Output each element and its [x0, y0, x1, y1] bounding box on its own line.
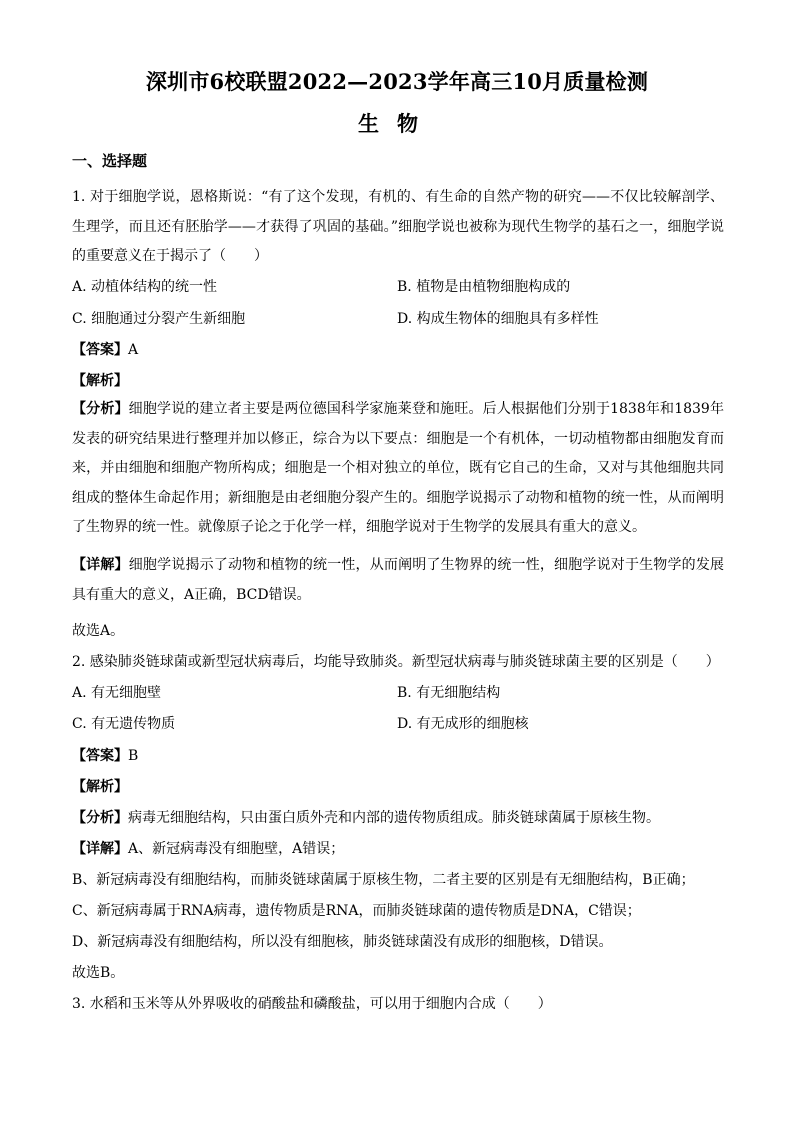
- answer-tag: 【答案】: [72, 342, 128, 358]
- q3-stem: 3. 水稻和玉米等从外界吸收的硝酸盐和磷酸盐，可以用于细胞内合成（ ）: [72, 996, 552, 1012]
- q1-option-a: A. 动植体结构的统一性: [72, 279, 218, 295]
- answer-value: A: [128, 342, 139, 358]
- q1-option-b: B. 植物是由植物细胞构成的: [397, 279, 571, 295]
- analysis-tag: 【分析】: [72, 810, 128, 826]
- q2-conclusion: 故选B。: [72, 965, 125, 981]
- q2-option-c: C. 有无遗传物质: [72, 716, 176, 732]
- detail-text: A、新冠病毒没有细胞壁，A错误；: [128, 841, 345, 857]
- q2-detail-a: [72, 838, 344, 858]
- q1-conclusion: 故选A。: [72, 623, 125, 639]
- q2-detail-d: D、新冠病毒没有细胞结构，所以没有细胞核，肺炎链球菌没有成形的细胞核，D错误。: [72, 934, 613, 950]
- document-subject: 生物: [358, 111, 436, 136]
- section-heading: 一、选择题: [72, 152, 148, 170]
- document-title: 深圳市6校联盟2022—2023学年高三10月质量检测: [145, 69, 649, 94]
- answer-value: B: [128, 748, 139, 764]
- q2-jiexi-tag: 【解析】: [72, 779, 128, 795]
- analysis-text: 细胞学说的建立者主要是两位德国科学家施莱登和施旺。后人根据他们分别于1838年和1839年发表的研究结果进行整理并加以修正，综合为以下要点：细胞是一个有机体，一切动植物都由细胞发育而来，并由细胞和细胞产物所构成；细胞是一个相对独立的单位，既有它自己的生命，又对与其他细胞共同组成的整体生命起作用；新细胞是由老细胞分裂产生的。细胞学说揭示了动物和植物的统一性，从而阐明了生物界的统一性。就像原子论之于化学一样，细胞学说对于生物学的发展具有重大的意义。: [72, 401, 725, 536]
- q1-stem: 1. 对于细胞学说，恩格斯说：“有了这个发现，有机的、有生命的自然产物的研究——不仅比较解剖学、生理学，而且还有胚胎学——才获得了巩固的基础。”细胞学说也被称为现代生物学的基石之一，细胞学说的重要意义在于揭示了（ ）: [72, 189, 724, 265]
- analysis-text: 病毒无细胞结构，只由蛋白质外壳和内部的遗传物质组成。肺炎链球菌属于原核生物。: [128, 810, 660, 826]
- analysis-tag: 【分析】: [72, 401, 129, 417]
- q2-detail-b: B、新冠病毒没有细胞结构，而肺炎链球菌属于原核生物，二者主要的区别是有无细胞结构，B正确；: [72, 872, 695, 888]
- detail-tag: 【详解】: [72, 557, 129, 573]
- q1-option-c: C. 细胞通过分裂产生新细胞: [72, 311, 246, 327]
- q2-stem: 2. 感染肺炎链球菌或新型冠状病毒后，均能导致肺炎。新型冠状病毒与肺炎链球菌主要的区别是（ ）: [72, 654, 720, 670]
- q2-option-a: A. 有无细胞壁: [72, 685, 162, 701]
- q1-detail: [72, 551, 724, 610]
- q1-analysis: [72, 395, 724, 543]
- detail-tag: 【详解】: [72, 841, 128, 857]
- q2-option-b: B. 有无细胞结构: [397, 685, 501, 701]
- q2-option-d: D. 有无成形的细胞核: [397, 716, 529, 732]
- q1-answer: [72, 339, 138, 359]
- answer-tag: 【答案】: [72, 748, 128, 764]
- q1-option-d: D. 构成生物体的细胞具有多样性: [397, 311, 599, 327]
- q2-answer: [72, 745, 138, 765]
- q2-analysis: [72, 807, 660, 827]
- q2-detail-c: C、新冠病毒属于RNA病毒，遗传物质是RNA，而肺炎链球菌的遗传物质是DNA，C错误；: [72, 903, 641, 919]
- q1-jiexi-tag: 【解析】: [72, 373, 128, 389]
- detail-text: 细胞学说揭示了动物和植物的统一性，从而阐明了生物界的统一性，细胞学说对于生物学的发展具有重大的意义，A正确，BCD错误。: [72, 557, 725, 603]
